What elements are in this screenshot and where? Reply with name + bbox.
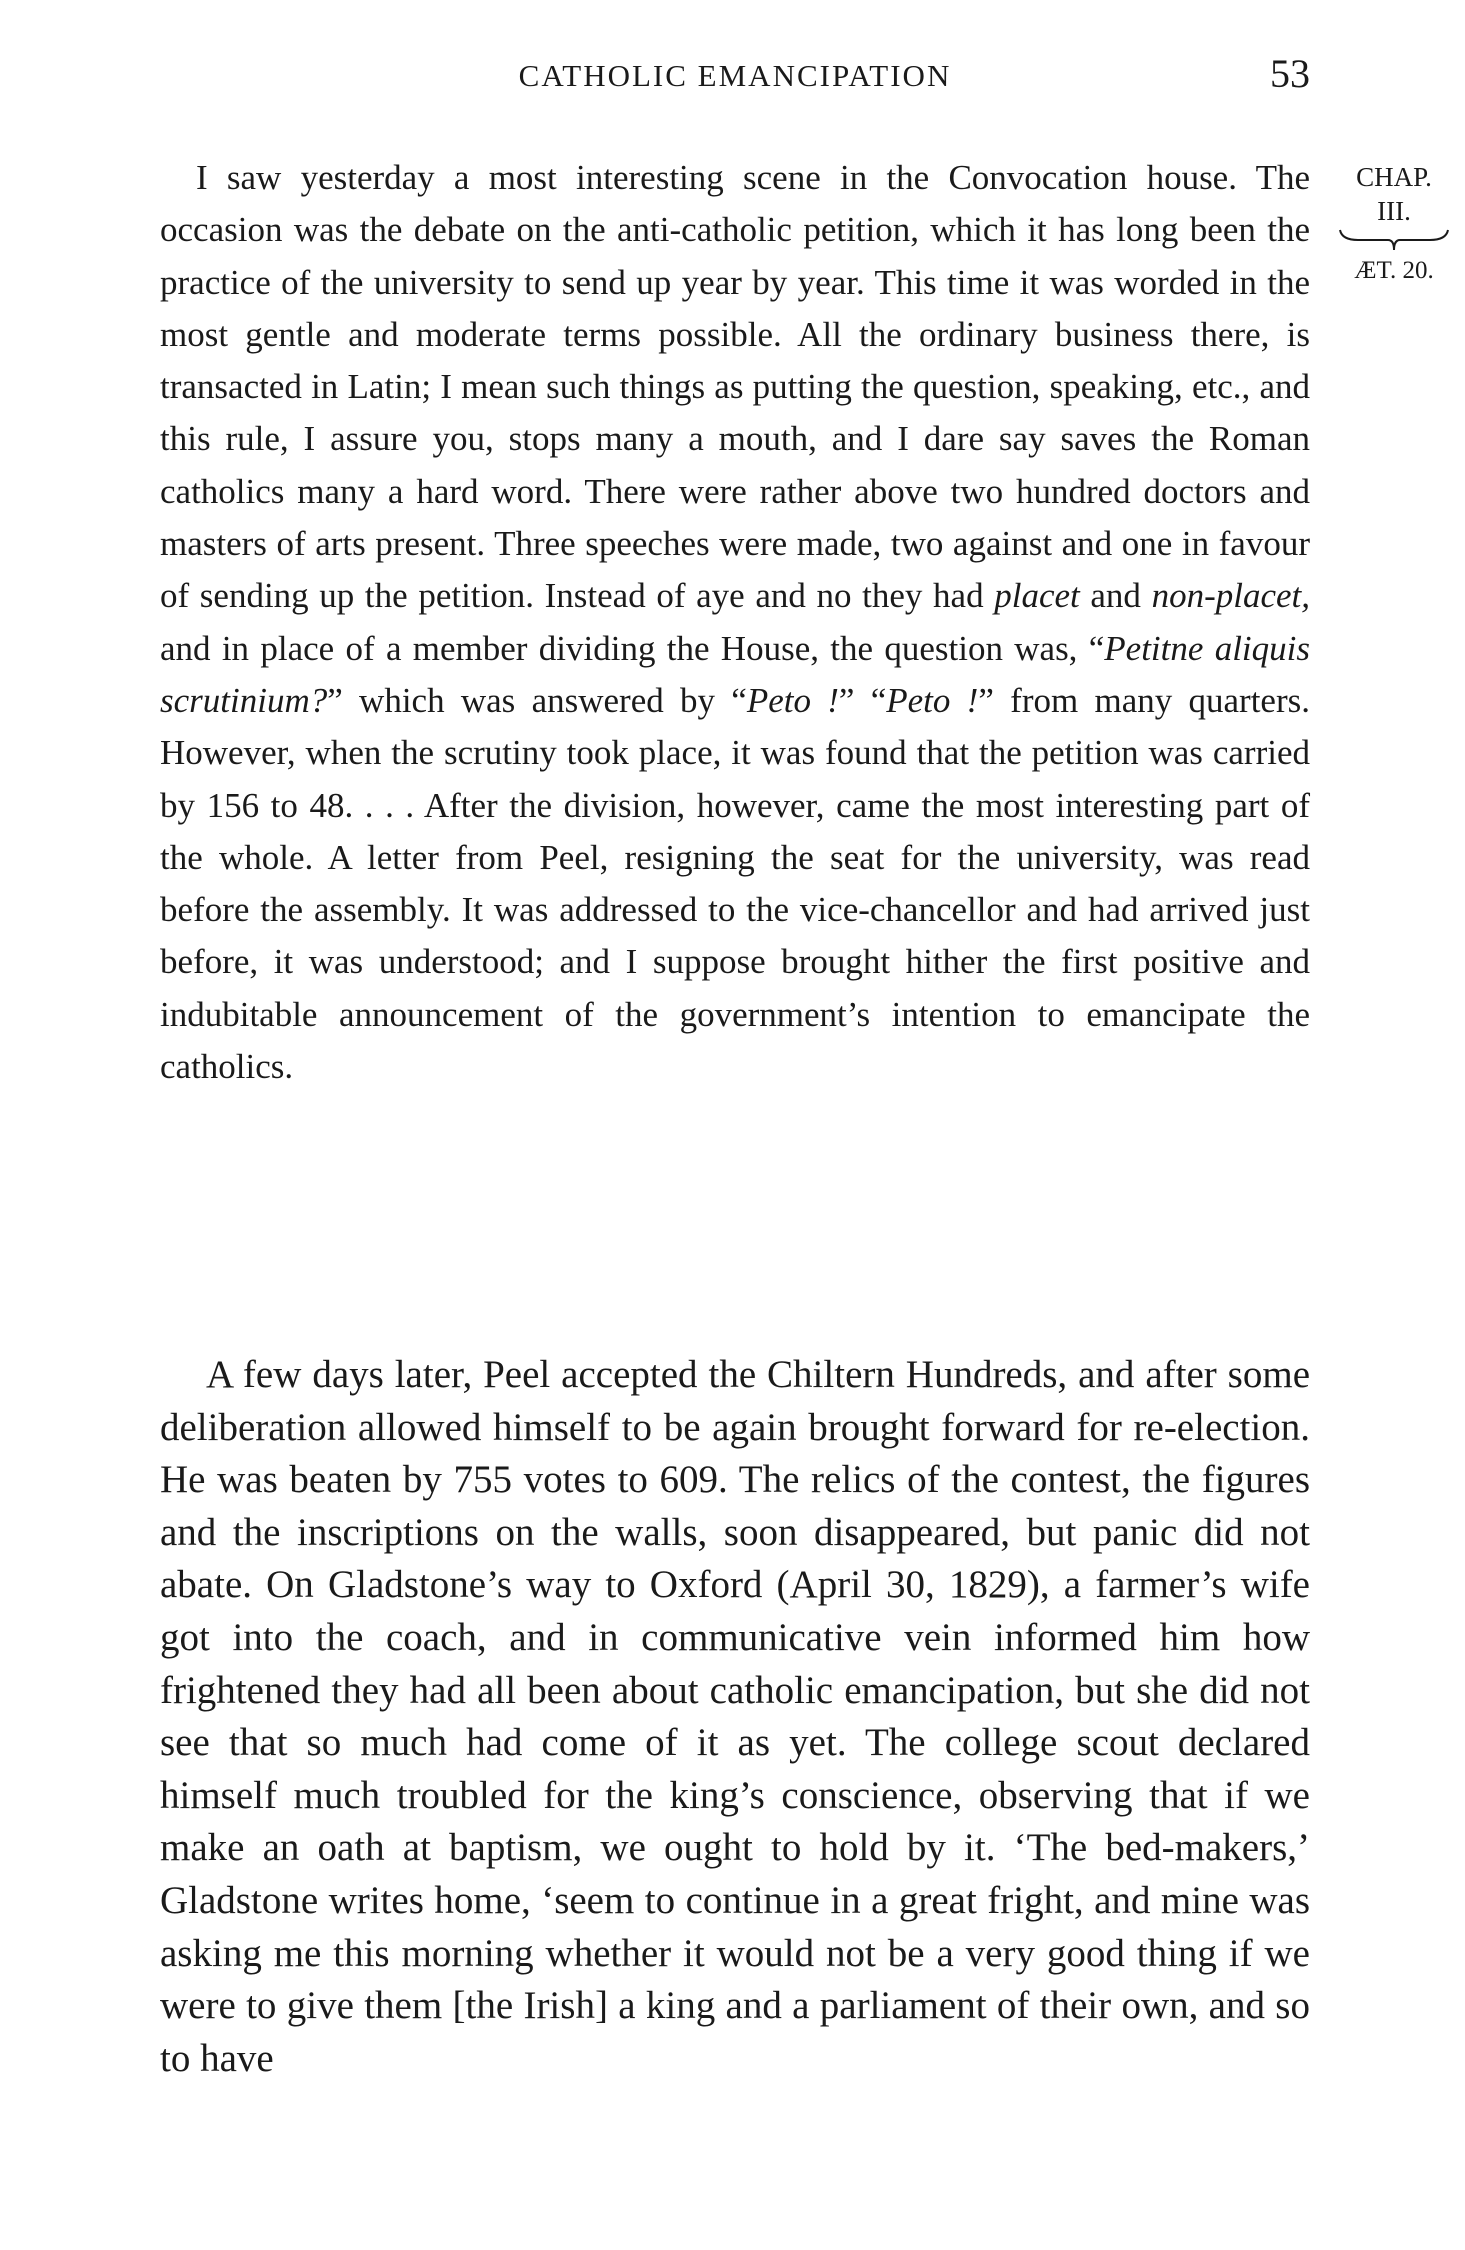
- latin-answer-2: Peto !: [886, 680, 979, 720]
- running-title: CATHOLIC EMANCIPATION: [518, 58, 952, 93]
- brace-icon: [1338, 228, 1450, 252]
- margin-chap: CHAP.: [1356, 162, 1432, 192]
- quote-text-2: and in place of a member dividing the House, the question was, “: [160, 628, 1105, 668]
- body-text: [160, 1349, 1310, 2085]
- running-head: [160, 51, 1310, 108]
- quote-text-5: ” from many quarters. However, when the scrutiny took place, it was found that the petition was carried by 156 to 48. . . . After the division, however, came the most interesting part of the whole. A letter from Peel, resigning the seat for the university, was read before the assembly. It was addressed to the vice-chancellor and had arrived just before, it was understood; and I suppose brought hither the first positive and indubitable announcement of the government’s intention to emancipate the catholics.: [160, 680, 1310, 1087]
- margin-aet: ÆT. 20.: [1354, 257, 1434, 284]
- quote-text-4: ” “: [838, 680, 887, 720]
- placet-term: placet: [994, 576, 1080, 616]
- quote-text-3: ” which was answered by “: [327, 680, 747, 720]
- page-number: 53: [1270, 51, 1310, 96]
- non-placet-term: non-placet,: [1151, 576, 1310, 616]
- margin-note: [1328, 160, 1460, 288]
- latin-answer-1: Peto !: [746, 680, 839, 720]
- quote-and: and: [1079, 576, 1152, 616]
- latin-question: Petitne aliquis scrutinium?: [160, 628, 1310, 720]
- margin-chap-number: III.: [1377, 196, 1411, 226]
- quoted-letter: [160, 152, 1310, 1093]
- quote-text-1: I saw yesterday a most interesting scene in the Convocation house. The occasion was the debate on the anti-catholic petition, which it has long been the practice of the university to send up year by year. This time it was worded in the most gentle and moderate terms possible. All the ordinary business there, is transacted in Latin; I mean such things as putting the question, speaking, etc., and this rule, I assure you, stops many a mouth, and I dare say saves the Roman catholics many a hard word. There were rather above two hundred doctors and masters of arts present. Three speeches were made, two against and one in favour of sending up the petition. Instead of aye and no they had: [160, 158, 1310, 616]
- body-paragraph: A few days later, Peel accepted the Chiltern Hundreds, and after some deliberation allowed himself to be again brought forward for re-election. He was beaten by 755 votes to 609. The relics of the contest, the figures and the inscriptions on the walls, soon disappeared, but panic did not abate. On Gladstone’s way to Oxford (April 30, 1829), a farmer’s wife got into the coach, and in communicative vein informed him how frightened they had all been about catholic emancipation, but she did not see that so much had come of it as yet. The college scout declared himself much troubled for the king’s conscience, observing that if we make an oath at baptism, we ought to hold by it. ‘The bed-makers,’ Gladstone writes home, ‘seem to continue in a great fright, and mine was asking me this morning whether it would not be a very good thing if we were to give them [the Irish] a king and a parliament of their own, and so to have: [160, 1353, 1310, 2080]
- quoted-letter-paragraph: [160, 152, 1310, 1093]
